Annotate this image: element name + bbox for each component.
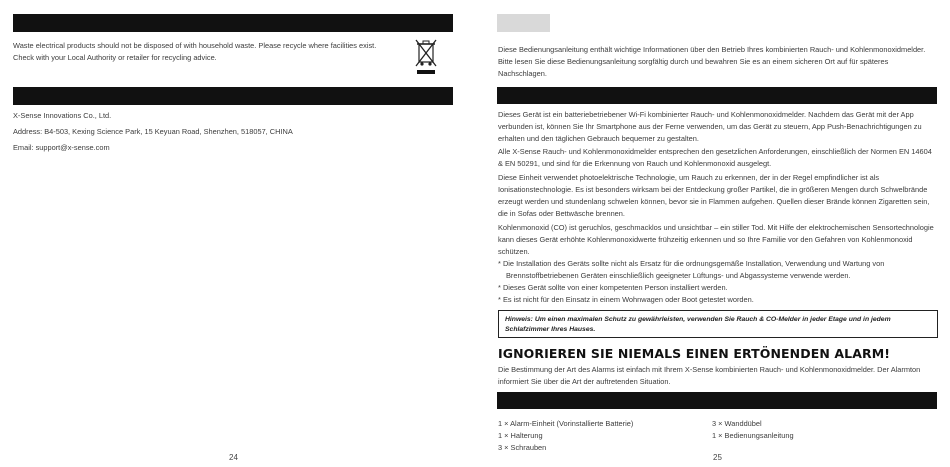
company-address: Address: B4-503, Kexing Science Park, 15 Keyuan Road, Shenzhen, 518057, CHINA bbox=[13, 127, 293, 136]
section-bar-description bbox=[497, 87, 937, 104]
section-bar-disposal bbox=[13, 14, 453, 32]
description-para-1: Dieses Gerät ist ein batteriebetriebener Wi-Fi kombinierter Rauch- und Kohlenmonoxidmelder. Nachdem das Gerät mit der App verbunden ist, können Sie Ihr Smartphone aus der Ferne verwenden, um das Gerät zu steuern, App Push-Benachrichtigungen zu erhalten und den täglichen Gebrauch bequemer zu gestalten. bbox=[498, 110, 922, 143]
section-bar-package-contents bbox=[497, 392, 937, 409]
description-para-4: Kohlenmonoxid (CO) ist geruchlos, geschmacklos und unsichtbar – ein stiller Tod. Mit Hilfe der elektrochemischen Sensortechnologie kann dieses Gerät erhöhte Kohlenmonoxidwerte frühzeitig erkennen und so Ihre Familie vor den Gefahren von Kohlenmonoxid schützen. bbox=[498, 223, 934, 256]
waste-disposal-text: Waste electrical products should not be disposed of with household waste. Please recycle where facilities exist. Check with your Local Authority or retailer for recycling advice. bbox=[13, 41, 377, 62]
alarm-headline: IGNORIEREN SIE NIEMALS EINEN ERTÖNENDEN ALARM! bbox=[498, 346, 891, 361]
section-bar-manufacturer bbox=[13, 87, 453, 105]
note-box bbox=[498, 310, 938, 338]
list-item: 1 × Bedienungsanleitung bbox=[712, 431, 794, 440]
company-email: Email: support@x-sense.com bbox=[13, 143, 110, 152]
company-name: X-Sense Innovations Co., Ltd. bbox=[13, 111, 112, 120]
bullet-item: * Die Installation des Geräts sollte nicht als Ersatz für die ordnungsgemäße Installation, Verwendung und Wartung von Brennstoffbetriebenen Geräten einschließlich geeigneter Lüftungs- und Abgassysteme verwende werden. bbox=[498, 258, 938, 282]
list-item: 1 × Alarm-Einheit (Vorinstallierte Batterie) bbox=[498, 419, 634, 428]
page-number-left: 24 bbox=[229, 453, 238, 462]
bullet-list bbox=[498, 258, 938, 306]
intro-text: Diese Bedienungsanleitung enthält wichtige Informationen über den Betrieb Ihres kombinierten Rauch- und Kohlenmonoxidmelder. Bitte lesen Sie diese Bedienungsanleitung sorgfältig durch und bewahren Sie es an einem sicheren Ort auf für späteres Nachschlagen. bbox=[498, 45, 926, 78]
description-para-3: Diese Einheit verwendet photoelektrische Technologie, um Rauch zu erkennen, der in der Regel empfindlicher ist als Ionisationstechnologie. Es ist besonders wirksam bei der Entdeckung großer Partikel, die in größeren Mengen durch Schwelbrände erzeugt werden und stundenlang schwelen können, bevor sie in Flammen aufgehen. Quellen dieser Brände können Zigaretten sein, die in Sofas oder Bettwäsche brennen. bbox=[498, 173, 930, 218]
section-tab-intro bbox=[497, 14, 550, 32]
bullet-item: * Dieses Gerät sollte von einer kompetenten Person installiert werden. bbox=[498, 282, 938, 294]
alarm-text: Die Bestimmung der Art des Alarms ist einfach mit Ihrem X-Sense kombinierten Rauch- und Kohlenmonoxidmelder. Der Alarmton informiert Sie über die Art der auftretenden Situation. bbox=[498, 365, 921, 386]
list-item: 3 × Wanddübel bbox=[712, 419, 762, 428]
package-list-right bbox=[712, 418, 912, 442]
crossed-out-wheelie-bin-icon bbox=[414, 38, 438, 76]
package-list-left bbox=[498, 418, 708, 454]
description-para-2: Alle X-Sense Rauch- und Kohlenmonoxidmelder entsprechen den gesetzlichen Anforderungen, einschließlich der Normen EN 14604 & EN 50291, und sind für die Erkennung von Rauch und Kohlenmonoxid ausgelegt. bbox=[498, 147, 932, 168]
list-item: 1 × Halterung bbox=[498, 431, 543, 440]
bullet-item: * Es ist nicht für den Einsatz in einem Wohnwagen oder Boot getestet worden. bbox=[498, 294, 938, 306]
note-text: Hinweis: Um einen maximalen Schutz zu gewährleisten, verwenden Sie Rauch & CO-Melder in jeder Etage und in jedem Schlafzimmer Ihres Hauses. bbox=[505, 316, 891, 333]
list-item: 3 × Schrauben bbox=[498, 443, 547, 452]
page-number-right: 25 bbox=[713, 453, 722, 462]
